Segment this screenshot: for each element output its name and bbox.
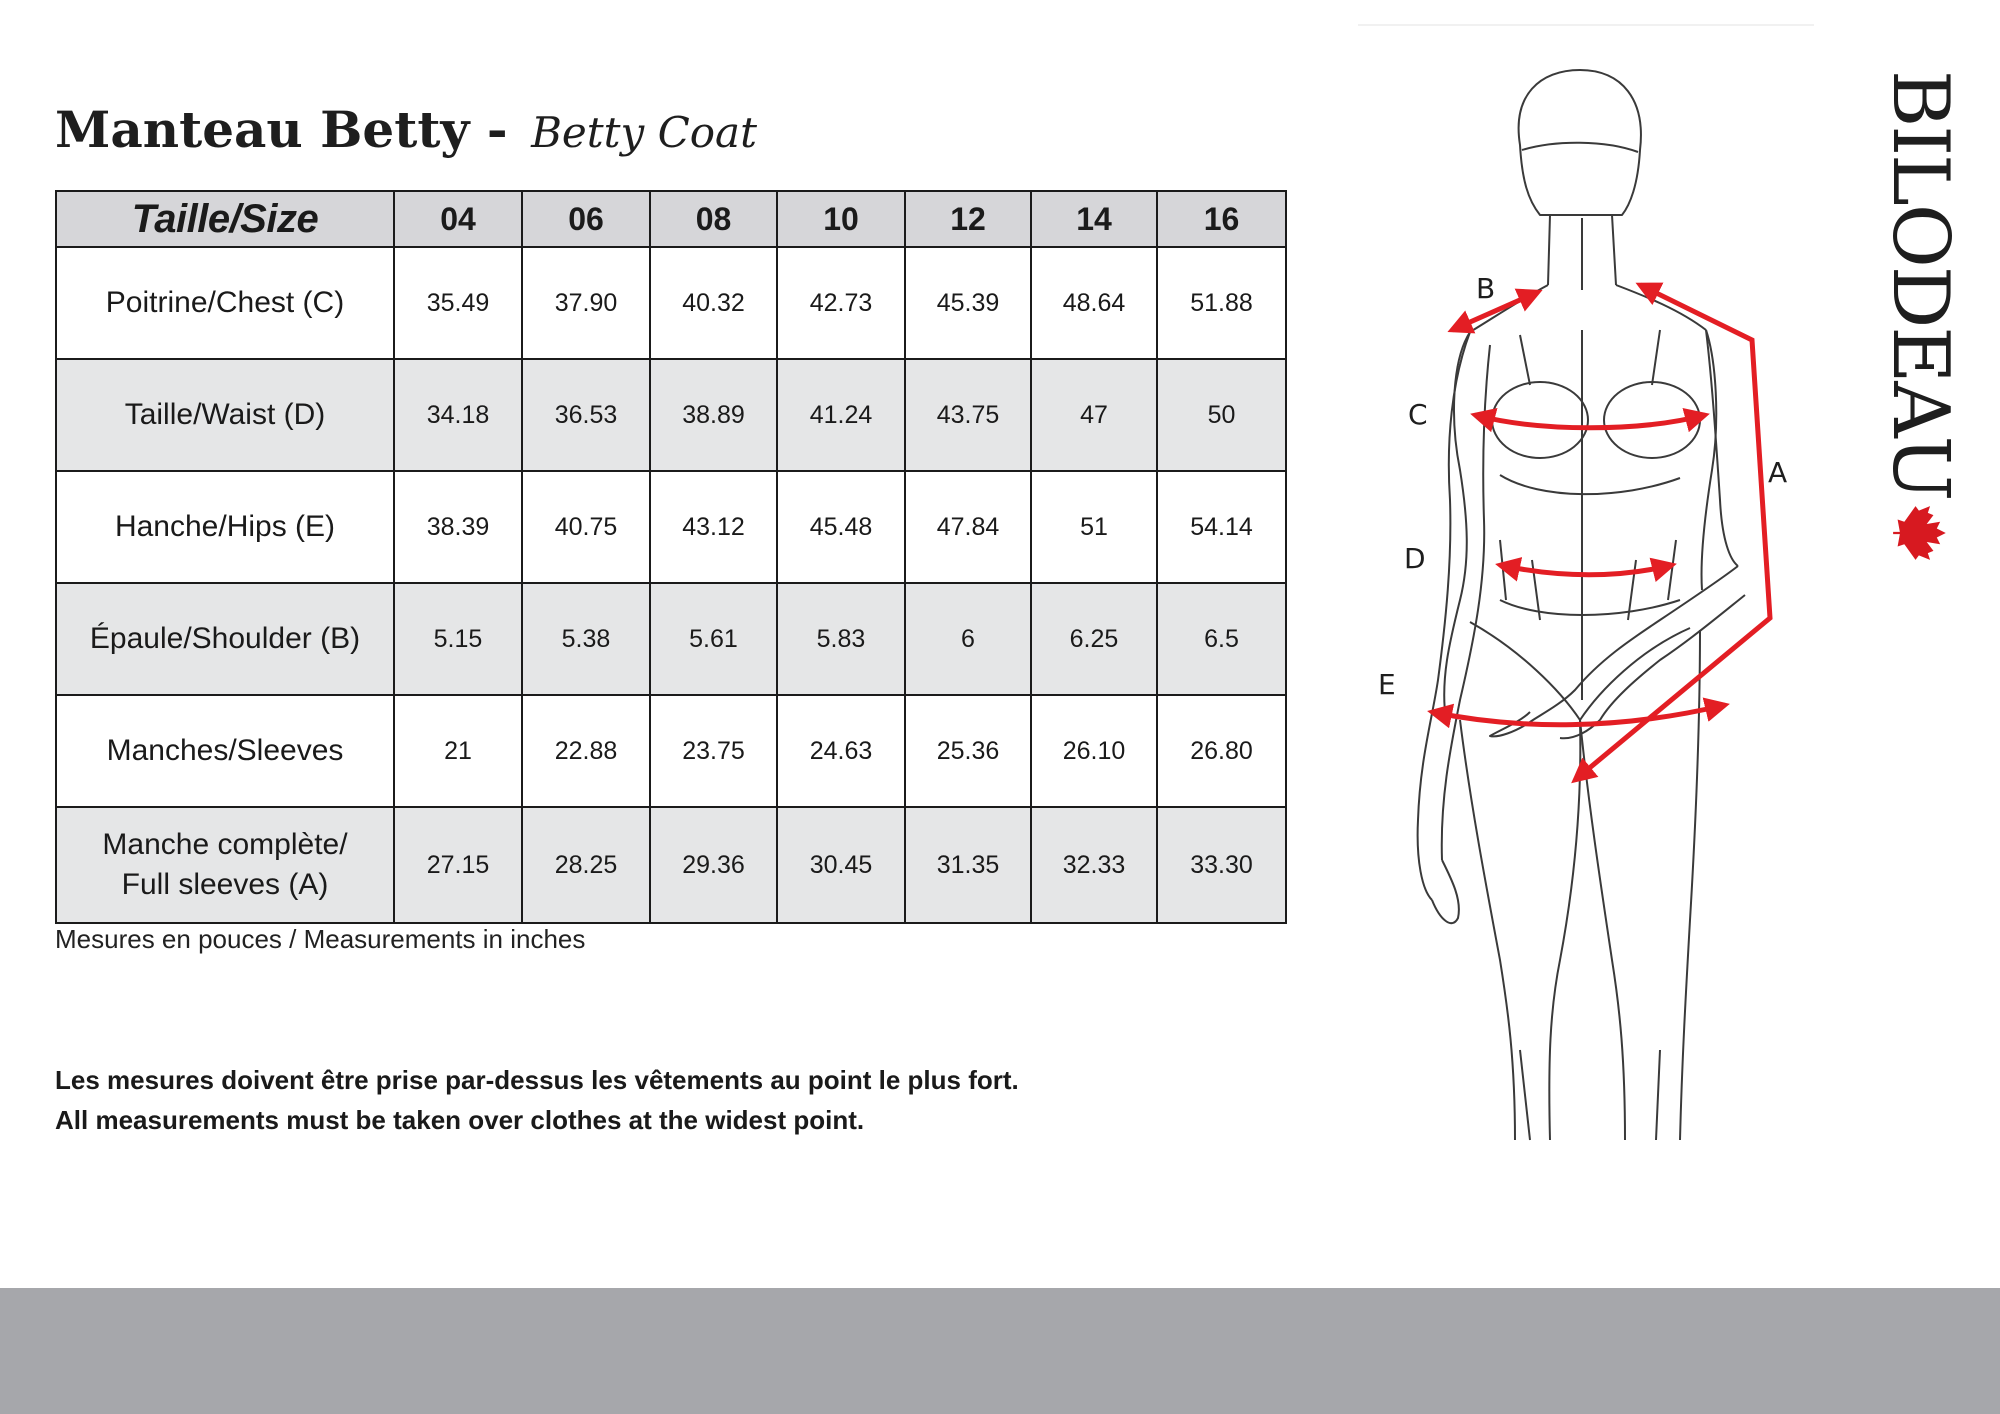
measurement-cell: 40.75 — [522, 471, 650, 583]
measurement-cell: 6.5 — [1157, 583, 1286, 695]
measurement-arrows — [1432, 285, 1770, 780]
title-subtitle: Betty Coat — [531, 108, 757, 157]
measurement-cell: 37.90 — [522, 247, 650, 359]
size-column-header: 10 — [777, 191, 905, 247]
measurement-cell: 38.89 — [650, 359, 777, 471]
measurement-cell: 6 — [905, 583, 1031, 695]
measurement-cell: 40.32 — [650, 247, 777, 359]
arrow-c — [1475, 415, 1705, 428]
arrow-a — [1575, 285, 1770, 780]
measurement-cell: 43.12 — [650, 471, 777, 583]
units-note: Mesures en pouces / Measurements in inches — [55, 924, 586, 954]
measurement-cell: 51 — [1031, 471, 1157, 583]
size-chart-table — [55, 190, 1287, 924]
measurement-row-chest — [56, 247, 1286, 359]
measurement-cell: 34.18 — [394, 359, 522, 471]
measurement-cell: 23.75 — [650, 695, 777, 807]
measuring-instructions — [55, 1060, 1019, 1140]
size-column-header: 12 — [905, 191, 1031, 247]
size-column-header: 14 — [1031, 191, 1157, 247]
arrow-e — [1432, 705, 1725, 725]
measurement-row-shoulder — [56, 583, 1286, 695]
measurement-cell: 25.36 — [905, 695, 1031, 807]
measurement-cell: 51.88 — [1157, 247, 1286, 359]
measurement-cell: 5.15 — [394, 583, 522, 695]
size-header-row — [56, 191, 1286, 247]
brand-logo — [1875, 70, 1965, 570]
row-label: Poitrine/Chest (C) — [56, 247, 394, 359]
measurement-cell: 43.75 — [905, 359, 1031, 471]
measurement-cell: 32.33 — [1031, 807, 1157, 923]
label-e: E — [1378, 668, 1396, 701]
footer-band — [0, 1288, 2000, 1414]
measurement-cell: 42.73 — [777, 247, 905, 359]
measurement-cell: 6.25 — [1031, 583, 1157, 695]
measurement-cell: 22.88 — [522, 695, 650, 807]
label-b: B — [1476, 272, 1496, 305]
measurement-cell: 5.38 — [522, 583, 650, 695]
measurement-cell: 5.61 — [650, 583, 777, 695]
measurement-cell: 29.36 — [650, 807, 777, 923]
measurement-cell: 27.15 — [394, 807, 522, 923]
page-title — [55, 100, 757, 159]
label-c: C — [1408, 398, 1428, 431]
measurement-cell: 24.63 — [777, 695, 905, 807]
size-column-header: 06 — [522, 191, 650, 247]
measurement-row-full-sleeves — [56, 807, 1286, 923]
measurement-cell: 48.64 — [1031, 247, 1157, 359]
measurement-cell: 47.84 — [905, 471, 1031, 583]
arrow-d — [1500, 565, 1672, 575]
measurement-cell: 41.24 — [777, 359, 905, 471]
brand-name: BILODEAU — [1875, 70, 1965, 500]
measurement-cell: 33.30 — [1157, 807, 1286, 923]
instructions-french: Les mesures doivent être prise par-dessus les vêtements au point le plus fort. — [55, 1065, 1019, 1095]
measurement-row-hips — [56, 471, 1286, 583]
row-label: Hanche/Hips (E) — [56, 471, 394, 583]
instructions-english: All measurements must be taken over clothes at the widest point. — [55, 1105, 865, 1135]
row-label: Manches/Sleeves — [56, 695, 394, 807]
measurement-cell: 47 — [1031, 359, 1157, 471]
row-label: Épaule/Shoulder (B) — [56, 583, 394, 695]
row-label: Manche complète/ Full sleeves (A) — [56, 807, 394, 923]
measurement-cell: 26.80 — [1157, 695, 1286, 807]
row-label: Taille/Waist (D) — [56, 359, 394, 471]
measurement-row-waist — [56, 359, 1286, 471]
measurement-cell: 31.35 — [905, 807, 1031, 923]
measurement-cell: 21 — [394, 695, 522, 807]
maple-leaf-icon — [1892, 505, 1948, 561]
measurement-cell: 38.39 — [394, 471, 522, 583]
measurement-row-sleeves — [56, 695, 1286, 807]
measurement-cell: 26.10 — [1031, 695, 1157, 807]
measurement-cell: 54.14 — [1157, 471, 1286, 583]
mannequin-measurement-diagram — [1340, 20, 1840, 1160]
measurement-cell: 28.25 — [522, 807, 650, 923]
measurement-cell: 5.83 — [777, 583, 905, 695]
title-main: Manteau Betty - — [55, 100, 508, 159]
measurement-cell: 30.45 — [777, 807, 905, 923]
measurement-cell: 45.39 — [905, 247, 1031, 359]
size-column-header: 08 — [650, 191, 777, 247]
size-column-header: 16 — [1157, 191, 1286, 247]
label-a: A — [1768, 456, 1788, 489]
mannequin-outline — [1418, 70, 1745, 1140]
measurement-cell: 50 — [1157, 359, 1286, 471]
size-header-label: Taille/Size — [56, 191, 394, 247]
label-d: D — [1404, 542, 1426, 575]
measurement-cell: 45.48 — [777, 471, 905, 583]
measurement-cell: 36.53 — [522, 359, 650, 471]
measurement-cell: 35.49 — [394, 247, 522, 359]
size-column-header: 04 — [394, 191, 522, 247]
